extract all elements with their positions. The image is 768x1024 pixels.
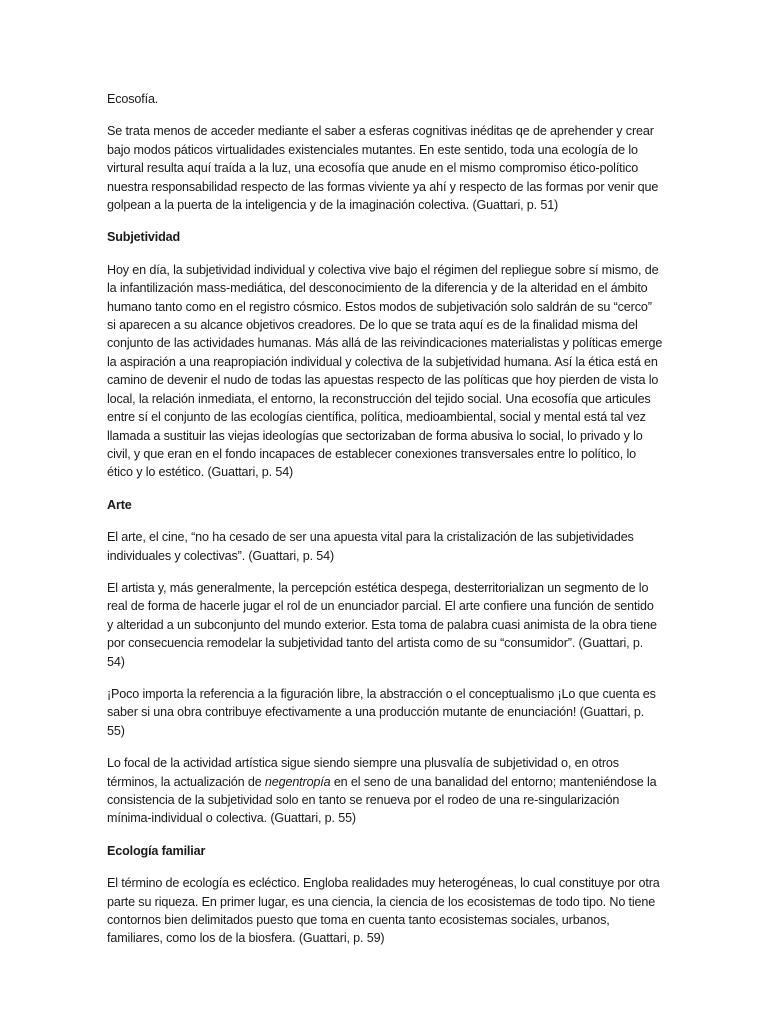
paragraph-text: en el seno de una banalidad del entorno; manteniéndose la consistencia de la subjetividad solo en tanto se renueva por el rodeo de una re-singularización mínima-individual o colectiva. (Guattari, p. 55) [107, 774, 657, 826]
paragraph: Se trata menos de acceder mediante el saber a esferas cognitivas inéditas qe de aprehender y crear bajo modos páticos virtualidades existenciales mutantes. En este sentido, toda una ecología de lo virtural resulta aquí traída a la luz, una ecosofía que anude en el mismo compromiso ético-político nuestra responsabilidad respecto de las formas viviente ya ahí y respecto de las formas por venir que golpean a la puerta de la inteligencia y de la imaginación colectiva. (Guattari, p. 51) [107, 124, 659, 213]
document-page [107, 90, 663, 962]
emphasized-term: negentropía [264, 774, 331, 789]
section-heading-subjetividad: Subjetividad [107, 230, 181, 245]
paragraph: El término de ecología es ecléctico. Engloba realidades muy heterogéneas, lo cual constituye por otra parte su riqueza. En primer lugar, es una ciencia, la ciencia de los ecosistemas de todo tipo. No tiene contornos bien delimitados puesto que toma en cuenta tanto ecosistemas sociales, urbanos, familiares, como los de la biosfera. (Guattari, p. 59) [107, 876, 660, 946]
paragraph: ¡Poco importa la referencia a la figuración libre, la abstracción o el conceptualismo ¡Lo que cuenta es saber si una obra contribuye efectivamente a una producción mutante de enunciación! (Guattari, p. 55) [107, 686, 656, 738]
paragraph: El arte, el cine, “no ha cesado de ser una apuesta vital para la cristalización de las subjetividades individuales y colectivas”. (Guattari, p. 54) [107, 530, 634, 563]
section-heading-ecologia-familiar: Ecología familiar [107, 843, 206, 858]
paragraph [107, 754, 663, 828]
section-heading-arte: Arte [107, 497, 132, 512]
paragraph-text: Lo focal de la actividad artística sigue siendo siempre una plusvalía de subjetividad o, en otros términos, la actualización de [107, 756, 619, 789]
paragraph: El artista y, más generalmente, la percepción estética despega, desterritorializan un segmento de lo real de forma de hacerle jugar el rol de un enunciador parcial. El arte confiere una función de sentido y alteridad a un subconjunto del mundo exterior. Esta toma de palabra cuasi animista de la obra tiene por consecuencia remodelar la subjetividad tanto del artista como de su “consumidor”. (Guattari, p. 54) [107, 580, 657, 669]
section-heading-ecosofia: Ecosofía. [107, 92, 159, 106]
paragraph: Hoy en día, la subjetividad individual y colectiva vive bajo el régimen del repliegue sobre sí mismo, de la infantilización mass-mediática, del desconocimiento de la diferencia y de la alteridad en el ámbito humano tanto como en el registro cósmico. Estos modos de subjetivación solo saldrán de su “cerco” si aparecen a su alcance objetivos creadores. De lo que se trata aquí es de la finalidad misma del conjunto de las actividades humanas. Más allá de las reivindicaciones materialistas y políticas emerge la aspiración a una reapropiación individual y colectiva de la subjetividad humana. Así la ética está en camino de devenir el nudo de todas las apuestas respecto de las políticas que hoy pierden de vista lo local, la relación inmediata, el entorno, la reconstrucción del tejido social. Una ecosofía que articules entre sí el conjunto de las ecologías científica, política, medioambiental, social y mental está tal vez llamada a sustituir las viejas ideologías que sectorizaban de forma abusiva lo social, lo privado y lo civil, y que eran en el fondo incapaces de establecer conexiones transversales entre lo político, lo ético y lo estético. (Guattari, p. 54) [107, 262, 663, 480]
